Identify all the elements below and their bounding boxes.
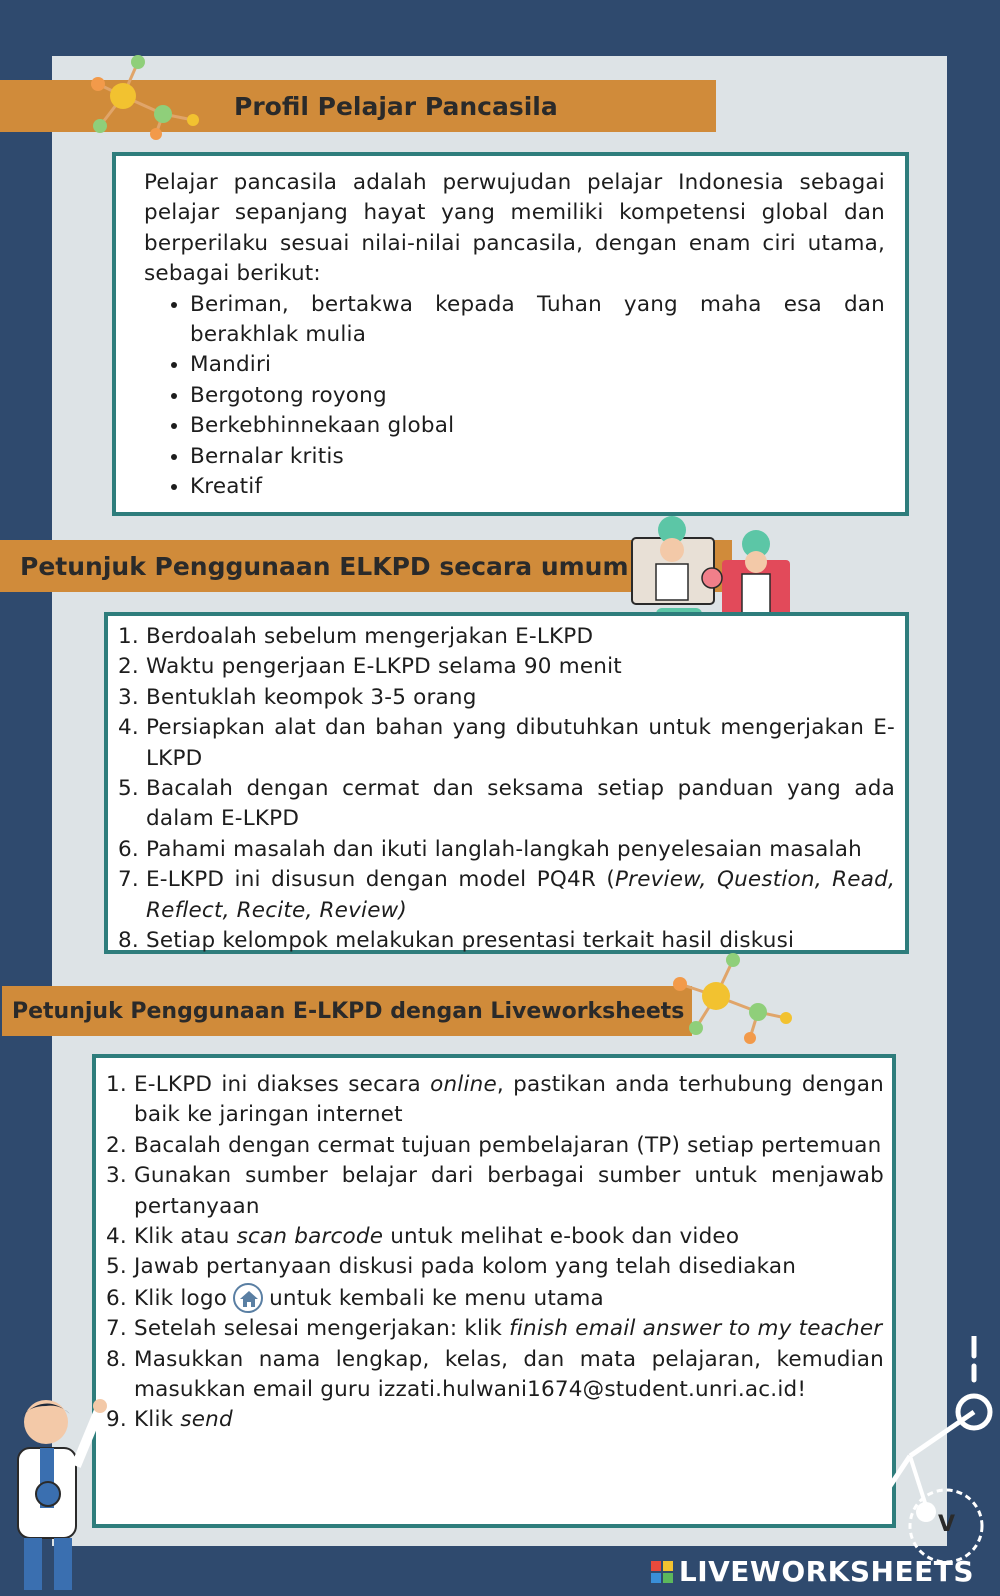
section3-banner (2, 986, 692, 1036)
list-item: 6. Pahami masalah dan ikuti langlah-langkah penyelesaian masalah (146, 835, 895, 865)
list-item: 6. Klik logo untuk kembali ke menu utama (134, 1283, 884, 1314)
list-item: • Bergotong royong (190, 381, 885, 411)
section2-list (108, 622, 895, 956)
section1-title: Profil Pelajar Pancasila (234, 91, 558, 121)
corner-letter: V (938, 1512, 956, 1537)
list-item: 7. Setelah selesai mengerjakan: klik finish email answer to my teacher (134, 1314, 884, 1344)
item-text: E-LKPD ini disusun dengan model PQ4R ( (146, 867, 615, 893)
list-item: 8. Setiap kelompok melakukan presentasi terkait hasil diskusi (146, 926, 895, 956)
list-item: 3. Bentuklah keompok 3-5 orang (146, 683, 895, 713)
list-item: • Mandiri (190, 350, 885, 380)
list-item: • Beriman, bertakwa kepada Tuhan yang maha esa dan berakhlak mulia (190, 290, 885, 351)
list-item: • Berkebhinnekaan global (190, 411, 885, 441)
section2-box (104, 612, 909, 954)
list-item: 4. Persiapkan alat dan bahan yang dibutuhkan untuk mengerjakan E-LKPD (146, 713, 895, 774)
scientists-illustration (630, 516, 800, 626)
list-item: 5. Bacalah dengan cermat dan seksama setiap panduan yang ada dalam E-LKPD (146, 774, 895, 835)
list-item: • Kreatif (190, 472, 885, 502)
item-text-italic: Preview, Question, Read, Reflect, Recite, Review) (146, 867, 895, 923)
scientist-boy-illustration (0, 1396, 110, 1596)
list-item: 2. Bacalah dengan cermat tujuan pembelajaran (TP) setiap pertemuan (134, 1131, 884, 1161)
list-item: • Bernalar kritis (190, 442, 885, 472)
molecule-icon (668, 952, 798, 1048)
list-item (146, 865, 895, 926)
section2-title: Petunjuk Penggunaan ELKPD secara umum (20, 551, 629, 581)
liveworksheets-logo[interactable] (651, 1555, 974, 1588)
section3-list (96, 1070, 884, 1436)
liveworksheets-mark-icon (651, 1561, 673, 1583)
list-item: 9. Klik send (134, 1405, 884, 1435)
section3-title: Petunjuk Penggunaan E-LKPD dengan Liveworksheets (12, 998, 685, 1024)
list-item: 1. E-LKPD ini diakses secara online, pastikan anda terhubung dengan baik ke jaringan internet (134, 1070, 884, 1131)
molecule-icon (890, 1336, 1000, 1586)
list-item: 8. Masukkan nama lengkap, kelas, dan mata pelajaran, kemudian masukkan email guru izzati.hulwani1674@student.unri.ac.id! (134, 1345, 884, 1406)
section1-intro: Pelajar pancasila adalah perwujudan pelajar Indonesia sebagai pelajar sepanjang hayat yang memiliki kompetensi global dan berperilaku sesuai nilai-nilai pancasila, dengan enam ciri utama, sebagai berikut: (144, 170, 885, 287)
section1-box (112, 152, 909, 516)
list-item: 4. Klik atau scan barcode untuk melihat e-book dan video (134, 1222, 884, 1252)
list-item: 3. Gunakan sumber belajar dari berbagai sumber untuk menjawab pertanyaan (134, 1161, 884, 1222)
section3-box (92, 1054, 896, 1528)
section2-banner (0, 540, 732, 592)
list-item: 5. Jawab pertanyaan diskusi pada kolom yang telah disediakan (134, 1252, 884, 1282)
molecule-icon (78, 54, 208, 144)
list-item: 1. Berdoalah sebelum mengerjakan E-LKPD (146, 622, 895, 652)
home-icon[interactable] (233, 1283, 263, 1313)
section1-list (144, 290, 885, 503)
list-item: 2. Waktu pengerjaan E-LKPD selama 90 menit (146, 652, 895, 682)
brand-name: LIVEWORKSHEETS (678, 1555, 974, 1588)
